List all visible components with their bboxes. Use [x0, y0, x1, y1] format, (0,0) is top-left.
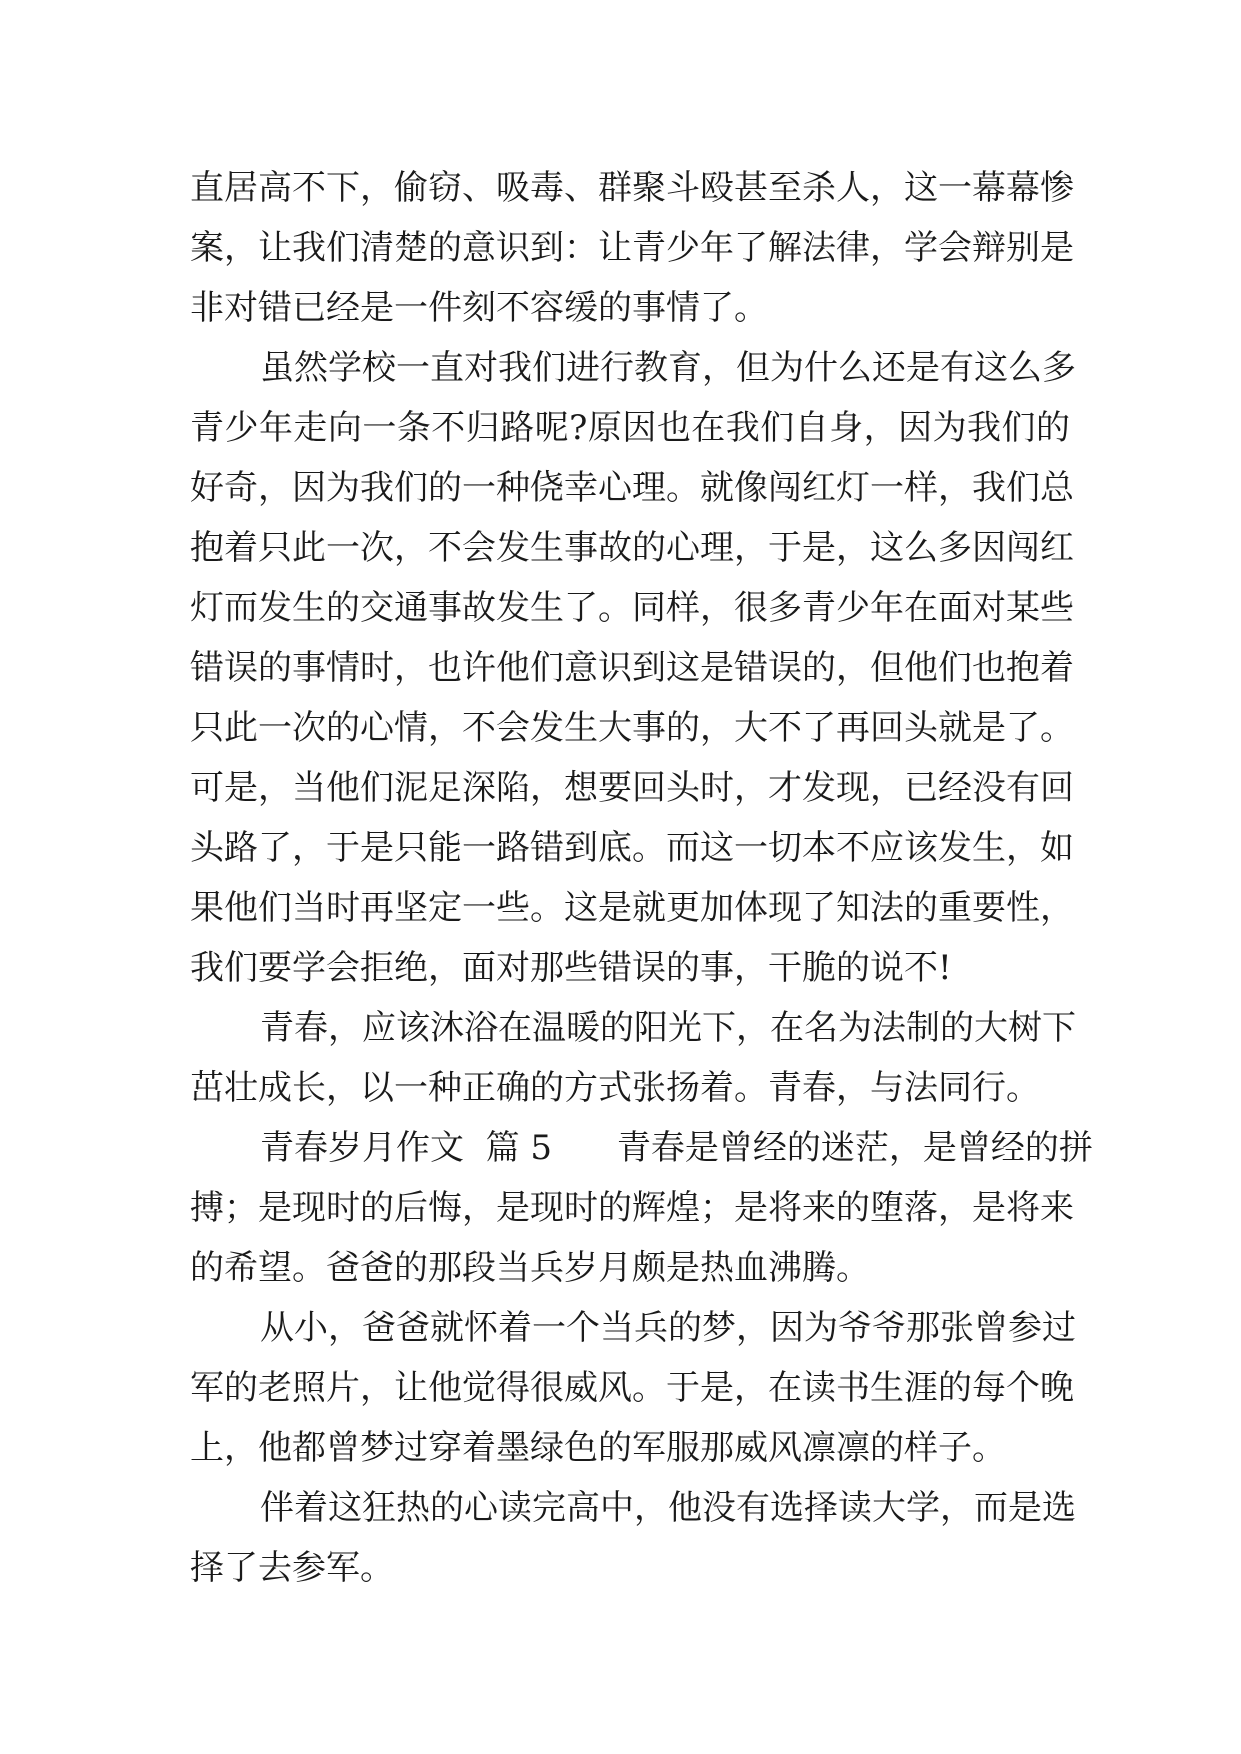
- text-line: 择了去参军。: [190, 1548, 394, 1588]
- document-body: [190, 158, 1093, 1598]
- paragraph: [190, 1478, 1076, 1598]
- text-line: 青春岁月作文 篇 5 青春是曾经的迷茫，是曾经的拼: [260, 1128, 1093, 1168]
- paragraph: [190, 1118, 1093, 1298]
- text-line: 案，让我们清楚的意识到：让青少年了解法律，学会辩别是: [190, 228, 1074, 268]
- text-line: 可是，当他们泥足深陷，想要回头时，才发现，已经没有回: [190, 768, 1074, 808]
- text-line: 非对错已经是一件刻不容缓的事情了。: [190, 288, 768, 328]
- text-line: 青春，应该沐浴在温暖的阳光下，在名为法制的大树下: [260, 1008, 1076, 1048]
- text-line: 茁壮成长，以一种正确的方式张扬着。青春，与法同行。: [190, 1068, 1040, 1108]
- text-line: 上，他都曾梦过穿着墨绿色的军服那威风凛凛的样子。: [190, 1428, 1006, 1468]
- text-line: 果他们当时再坚定一些。这是就更加体现了知法的重要性，: [190, 888, 1074, 928]
- text-line: 直居高不下，偷窃、吸毒、群聚斗殴甚至杀人，这一幕幕惨: [190, 168, 1074, 208]
- text-line: 青少年走向一条不归路呢?原因也在我们自身，因为我们的: [190, 408, 1070, 448]
- paragraph: [190, 998, 1076, 1118]
- text-line: 头路了，于是只能一路错到底。而这一切本不应该发生，如: [190, 828, 1074, 868]
- text-line: 伴着这狂热的心读完高中，他没有选择读大学，而是选: [260, 1488, 1076, 1528]
- text-line: 好奇，因为我们的一种侥幸心理。就像闯红灯一样，我们总: [190, 468, 1074, 508]
- text-line: 错误的事情时，也许他们意识到这是错误的，但他们也抱着: [190, 648, 1074, 688]
- text-line: 军的老照片，让他觉得很威风。于是，在读书生涯的每个晚: [190, 1368, 1074, 1408]
- text-line: 从小，爸爸就怀着一个当兵的梦，因为爷爷那张曾参过: [260, 1308, 1076, 1348]
- paragraph: [190, 158, 1074, 338]
- paragraph: [190, 338, 1076, 998]
- text-line: 的希望。爸爸的那段当兵岁月颇是热血沸腾。: [190, 1248, 870, 1288]
- text-line: 搏；是现时的后悔，是现时的辉煌；是将来的堕落，是将来: [190, 1188, 1074, 1228]
- text-line: 虽然学校一直对我们进行教育，但为什么还是有这么多: [260, 348, 1076, 388]
- text-line: 抱着只此一次，不会发生事故的心理，于是，这么多因闯红: [190, 528, 1074, 568]
- text-line: 灯而发生的交通事故发生了。同样，很多青少年在面对某些: [190, 588, 1074, 628]
- text-line: 我们要学会拒绝，面对那些错误的事，干脆的说不!: [190, 948, 952, 988]
- paragraph: [190, 1298, 1076, 1478]
- text-line: 只此一次的心情，不会发生大事的，大不了再回头就是了。: [190, 708, 1074, 748]
